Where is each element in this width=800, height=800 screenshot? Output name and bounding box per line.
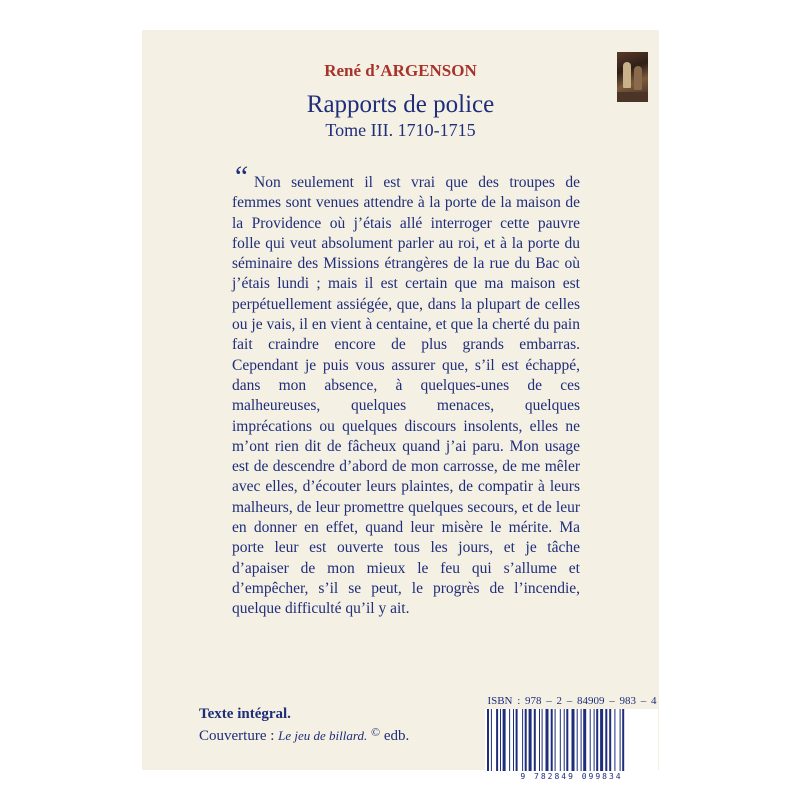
- barcode-icon: [485, 709, 658, 771]
- barcode-bar: [500, 709, 501, 771]
- credit-prefix: Couverture :: [199, 728, 279, 744]
- barcode-bar: [491, 709, 492, 771]
- barcode-bar: [509, 709, 510, 771]
- painting-thumbnail-icon: [617, 52, 648, 102]
- barcode-bar: [590, 709, 591, 771]
- barcode-bar: [546, 709, 549, 771]
- barcode-bar: [600, 709, 603, 771]
- barcode-bar: [525, 709, 527, 771]
- barcode-bar: [577, 709, 578, 771]
- back-cover: [142, 30, 659, 781]
- barcode-bar: [605, 709, 607, 771]
- barcode-bar: [529, 709, 532, 771]
- barcode-bar: [566, 709, 568, 771]
- barcode-bar: [594, 709, 595, 771]
- cover-credit: [199, 725, 409, 745]
- credit-artwork-title: Le jeu de billard.: [278, 728, 368, 743]
- barcode-bar: [560, 709, 561, 771]
- credit-suffix: edb.: [380, 728, 410, 744]
- barcode-bar: [503, 709, 506, 771]
- barcode-bar: [534, 709, 536, 771]
- author-name: René d’ARGENSON: [324, 61, 477, 80]
- figure-shape: [623, 62, 631, 88]
- barcode-bar: [522, 709, 523, 771]
- barcode-bar: [572, 709, 575, 771]
- barcode-digits: 9 782849 099834: [520, 772, 623, 781]
- barcode-bar: [614, 709, 615, 771]
- barcode-bar: [487, 709, 489, 771]
- opening-quote-mark: “: [232, 160, 249, 193]
- barcode-bar: [555, 709, 556, 771]
- barcode-bar: [609, 709, 611, 771]
- barcode-bar: [620, 709, 621, 771]
- copyright-symbol: ©: [370, 725, 381, 739]
- quote-body: Non seulement il est vrai que des troupes de femmes sont venues attendre à la porte de la maison de la Providence où j’étais allé interroger cette pauvre folle qui veut absolument parler au roi, et à la porte du séminaire des Missions étrangères de la rue du Bac où j’étais lundi ; mais il est certain que ma maison est perpétuellement assiégée, que, dans la plupart de celles ou je vais, il en vient à centaine, et que la cherté du pain fait craindre encore de plus grands embarras. Cependant je puis vous assurer que, s’il est échappé, dans mon absence, à quelques-unes de ces malheureuses, quelques menaces, quelques imprécations ou quelques discours insolents, elles ne m’ont rien dit de fâcheux quand j’ai paru. Mon usage est de descendre d’abord de mon carrosse, de me mêler avec elles, d’écouter leurs plaintes, de compatir à leurs malheurs, de leur promettre quelques secours, et de leur en donner en effet, quand leur misère le mérite. Ma porte leur est ouverte tous les jours, et je tâche d’apaiser de mon mieux le feu qui s’allume et d’empêcher, s’il se peut, le progrès de l’incendie, quelque difficulté qu’il y ait.: [232, 174, 580, 618]
- quote-text: [232, 173, 580, 620]
- integral-text-label: Texte intégral.: [199, 706, 291, 722]
- barcode-bar: [564, 709, 565, 771]
- barcode-graphic: [485, 709, 658, 771]
- barcode-bar: [551, 709, 553, 771]
- isbn-text: ISBN : 978 – 2 – 84909 – 983 – 4: [487, 695, 657, 707]
- barcode-bar: [539, 709, 540, 771]
- book-title: Rapports de police: [306, 91, 495, 118]
- barcode-bar: [581, 709, 582, 771]
- book-subtitle: Tome III. 1710-1715: [325, 120, 476, 140]
- figure-shape: [634, 66, 642, 90]
- barcode-bar: [583, 709, 586, 771]
- barcode-bar: [496, 709, 498, 771]
- barcode-bar: [542, 709, 543, 771]
- barcode-bar: [516, 709, 518, 771]
- barcode-bar: [622, 709, 624, 771]
- barcode-bar: [596, 709, 598, 771]
- floor-shape: [617, 92, 648, 102]
- barcode-bar: [513, 709, 514, 771]
